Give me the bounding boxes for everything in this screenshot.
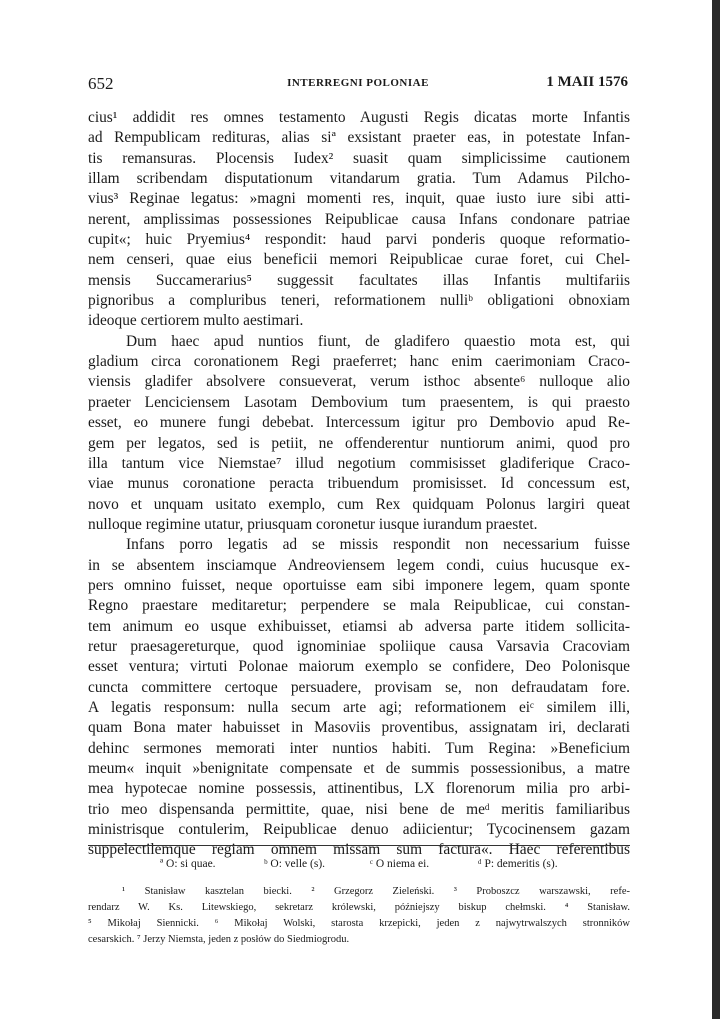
text-line: novo et unquam usitato exemplo, cum Rex quidquam Polonus largiri queat xyxy=(88,495,630,513)
text-line: illam scribendam disputationum vitandarum gratia. Tum Adamus Pilcho- xyxy=(88,170,630,188)
text-line: nerent, amplissimas possessiones Reipublicae causa Infans condonare patriae xyxy=(88,210,630,228)
apparatus-note: ᵈ P: demeritis (s). xyxy=(478,858,558,870)
text-line: Dum haec apud nuntios fiunt, de gladifero quaestio mota est, qui xyxy=(126,332,630,350)
text-line: quam Bona mater habuisset in Masoviis proventibus, assignatam iri, declarati xyxy=(88,719,630,737)
text-line: ministrisque contulerim, Reipublicae denuo adiicientur; Tycocinensem gazam xyxy=(88,821,630,839)
footnote-separator xyxy=(88,845,630,846)
text-line: viensis gladifer absolvere consueverat, verum isthoc absente⁶ nulloque alio xyxy=(88,373,630,391)
running-header xyxy=(88,74,628,94)
text-line: Infans porro legatis ad se missis respondit non necessarium fuisse xyxy=(126,536,630,554)
apparatus-note: ᶜ O niema ei. xyxy=(370,858,430,870)
footnote-line: ¹ Stanisław kasztelan biecki. ² Grzegorz Zieleński. ³ Proboszcz warszawski, refe- xyxy=(122,886,630,897)
main-text xyxy=(88,108,630,861)
text-line: suppelectilemque regiam omnem missam sum factura«. Haec referentibus xyxy=(88,841,630,859)
header-date: 1 MAII 1576 xyxy=(546,74,628,90)
text-line: cuncta committere certoque persuadere, provisam se, non defraudatam fore. xyxy=(88,678,630,696)
text-line: viae munus coronatione peracta tribuendum promisisset. Id concessum est, xyxy=(88,475,630,493)
footnote-line: ⁵ Mikołaj Siennicki. ⁶ Mikołaj Wolski, starosta krzepicki, jeden z najwytrwalszych stronników xyxy=(88,918,630,929)
text-line: cupit«; huic Pryemius⁴ respondit: haud parvi ponderis quoque reformatio- xyxy=(88,231,630,249)
text-line: pers omnino fuisset, neque oportuisse eam sibi imponere legem, quam sponte xyxy=(88,576,630,594)
text-line: mensis Succamerarius⁵ suggessit facultates illas Infantis multifariis xyxy=(88,271,630,289)
text-line: dehinc sermones memorati inter nuntios habiti. Tum Regina: »Beneficium xyxy=(88,739,630,757)
text-line: esset ventura; virtuti Polonae maiorum exemplo se confidere, Deo Polonisque xyxy=(88,658,630,676)
text-line: pignoribus a compluribus teneri, reformationem nulliᵇ obligationi obnoxiam xyxy=(88,292,630,310)
text-line: cius¹ addidit res omnes testamento Augusti Regis dicatas morte Infantis xyxy=(88,109,630,126)
page-number: 652 xyxy=(88,74,114,93)
footnote-line: cesarskich. ⁷ Jerzy Niemsta, jeden z posłów do Siedmiogrodu. xyxy=(88,934,350,945)
text-line: in se absentem insciamque Andreoviensem legem condi, cuius hucusque ex- xyxy=(88,556,630,574)
text-line: meum« inquit »benignitate compensate et de summis possessionibus, a matre xyxy=(88,760,630,777)
running-title: INTERREGNI POLONIAE xyxy=(287,77,429,89)
text-line: mea hypotecae nomine possessis, attinentibus, LX florenorum milia pro arbi- xyxy=(88,780,630,798)
text-line: esset, eo munere fungi debebat. Intercessum igitur pro Dembovio apud Re- xyxy=(88,414,630,432)
footnote-line: rendarz W. Ks. Litewskiego, sekretarz królewski, późniejszy biskup chełmski. ⁴ Stanisław. xyxy=(88,902,630,913)
text-line: nulloque regimine utatur, priusquam coronetur iusque iurandum praestet. xyxy=(88,515,538,533)
text-line: Regno praestare meditaretur; perpendere se mala Reipublicae, cui constan- xyxy=(88,597,630,615)
text-line: gladium circa coronationem Regi praeferret; hanc enim caerimoniam Craco- xyxy=(88,353,630,371)
text-line: retur praesagereturque, quod ignominiae spoliique causa Varsavia Cracoviam xyxy=(88,637,630,655)
text-line: gem per legatos, sed is petiit, ne offenderentur nuntiorum animi, quod pro xyxy=(88,434,630,452)
text-line: A legatis responsum: nulla secum arte agi; reformationem eiᶜ similem illi, xyxy=(88,698,630,716)
text-line: illa tantum vice Niemstae⁷ illud negotium commisisset gladiferique Craco- xyxy=(88,454,630,472)
apparatus-note: ª O: si quae. xyxy=(160,858,216,870)
text-line: nem censeri, quae eius beneficii memori Reipublicae curae foret, cui Chel- xyxy=(88,251,630,269)
text-line: vius³ Reginae legatus: »magni momenti res, inquit, quae iusto iure sibi atti- xyxy=(88,190,630,208)
scan-page-edge xyxy=(712,0,720,1019)
text-line: trio meo dispensanda permittite, quae, nisi bene de meᵈ meritis familiaribus xyxy=(88,800,630,818)
text-line: tem animum eo usque exhibuisset, etiamsi ab adversa parte itidem sollicita- xyxy=(88,617,630,635)
text-line: tis remansuras. Plocensis Iudex² suasit quam simplicissime cautionem xyxy=(88,149,630,167)
text-line: praeter Lenciciensem Lasotam Dembovium tum praesentem, is qui praesto xyxy=(88,393,630,411)
text-line: ideoque certiorem multo aestimari. xyxy=(88,312,304,330)
apparatus-note: ᵇ O: velle (s). xyxy=(264,858,326,870)
footnotes xyxy=(88,884,630,948)
text-line: ad Rempublicam redituras, alias siª exsistant praeter eas, in potestate Infan- xyxy=(88,129,630,147)
